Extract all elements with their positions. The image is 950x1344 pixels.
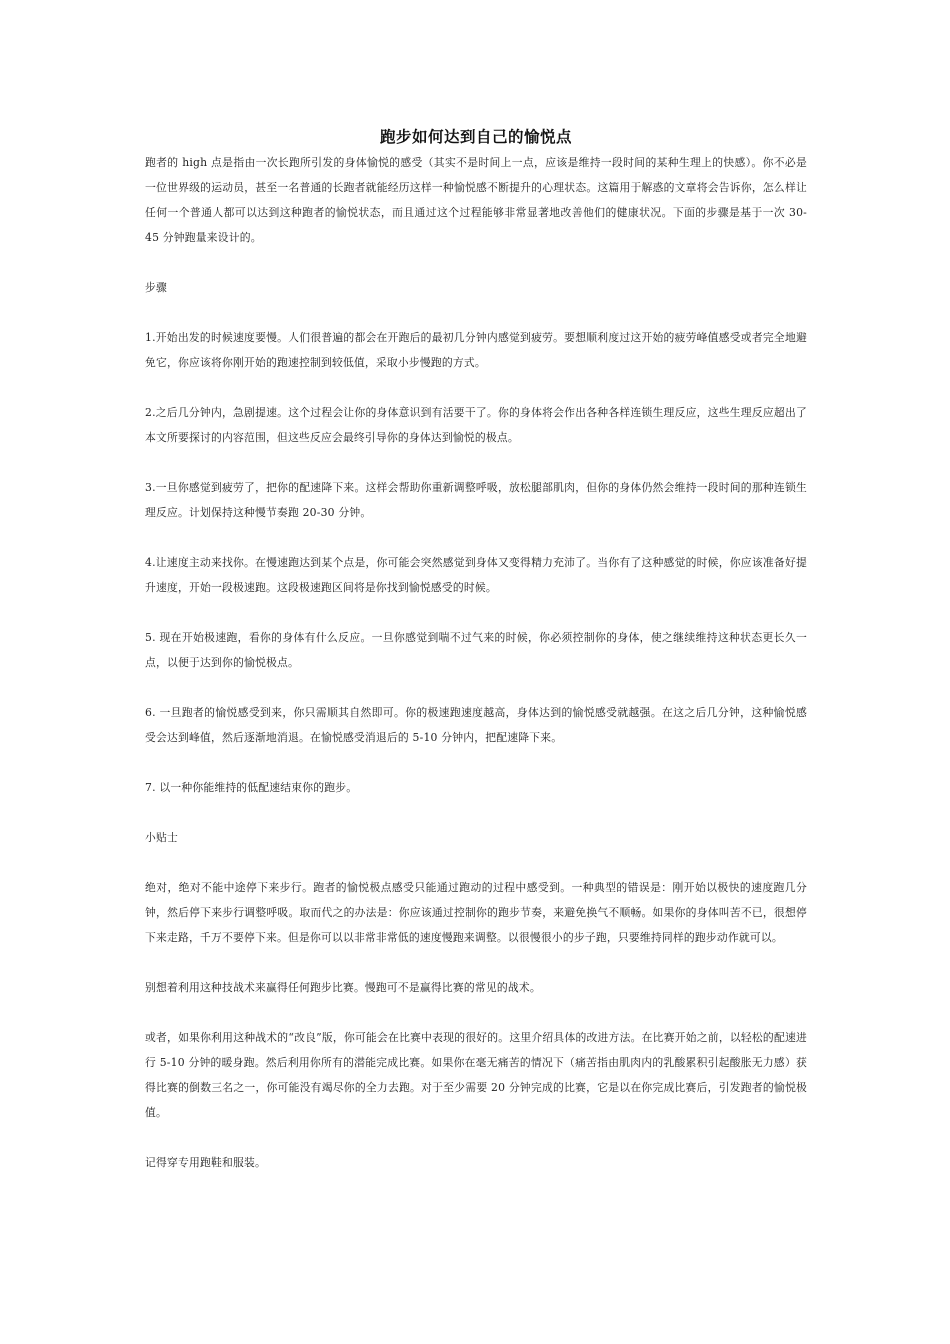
step-6-paragraph: 6. 一旦跑者的愉悦感受到来，你只需顺其自然即可。你的极速跑速度越高，身体达到的愉悦感受就越强。在这之后几分钟，这种愉悦感受会达到峰值，然后逐渐地消退。在愉悦感受消退后的 5-10 分钟内，把配速降下来。 [145,706,807,744]
step-3-paragraph: 3.一旦你感觉到疲劳了，把你的配速降下来。这样会帮助你重新调整呼吸，放松腿部肌肉，但你的身体仍然会维持一段时间的那种连锁生理反应。计划保持这种慢节奏跑 20-30 分钟。 [145,481,807,519]
tips-heading: 小贴士 [145,831,178,844]
step-7-paragraph: 7. 以一种你能维持的低配速结束你的跑步。 [145,781,358,794]
tip-4-paragraph: 记得穿专用跑鞋和服装。 [145,1156,266,1169]
tip-1-paragraph: 绝对，绝对不能中途停下来步行。跑者的愉悦极点感受只能通过跑动的过程中感受到。一种典型的错误是：刚开始以极快的速度跑几分钟，然后停下来步行调整呼吸。取而代之的办法是：你应该通过控制你的跑步节奏，来避免换气不顺畅。如果你的身体叫苦不已，很想停下来走路，千万不要停下来。但是你可以以非常非常低的速度慢跑来调整。以很慢很小的步子跑，只要维持同样的跑步动作就可以。 [145,881,807,944]
intro-paragraph: 跑者的 high 点是指由一次长跑所引发的身体愉悦的感受（其实不是时间上一点，应该是维持一段时间的某种生理上的快感）。你不必是一位世界级的运动员，甚至一名普通的长跑者就能经历这样一种愉悦感不断提升的心理状态。这篇用于解惑的文章将会告诉你，怎么样让任何一个普通人都可以达到这种跑者的愉悦状态，而且通过这个过程能够非常显著地改善他们的健康状况。下面的步骤是基于一次 30-45 分钟跑量来设计的。 [145,156,807,244]
step-1-paragraph: 1.开始出发的时候速度要慢。人们很普遍的都会在开跑后的最初几分钟内感觉到疲劳。要想顺利度过这开始的疲劳峰值感受或者完全地避免它，你应该将你刚开始的跑速控制到较低值，采取小步慢跑的方式。 [145,331,807,369]
tip-2-paragraph: 别想着利用这种技战术来赢得任何跑步比赛。慢跑可不是赢得比赛的常见的战术。 [145,981,541,994]
document-title: 跑步如何达到自己的愉悦点 [379,128,572,146]
tip-3-paragraph: 或者，如果你利用这种战术的“改良”版，你可能会在比赛中表现的很好的。这里介绍具体的改进方法。在比赛开始之前，以轻松的配速进行 5-10 分钟的暖身跑。然后利用你所有的潜能完成比赛。如果你在毫无痛苦的情况下（痛苦指由肌肉内的乳酸累积引起酸胀无力感）获得比赛的倒数三名之一，你可能没有竭尽你的全力去跑。对于至少需要 20 分钟完成的比赛，它是以在你完成比赛后，引发跑者的愉悦极值。 [145,1031,807,1119]
steps-heading: 步骤 [145,281,167,294]
step-5-paragraph: 5. 现在开始极速跑，看你的身体有什么反应。一旦你感觉到喘不过气来的时候，你必须控制你的身体，使之继续维持这种状态更长久一点，以便于达到你的愉悦极点。 [145,631,807,669]
step-2-paragraph: 2.之后几分钟内，急剧提速。这个过程会让你的身体意识到有活要干了。你的身体将会作出各种各样连锁生理反应，这些生理反应超出了本文所要探讨的内容范围，但这些反应会最终引导你的身体达到愉悦的极点。 [145,406,807,444]
step-4-paragraph: 4.让速度主动来找你。在慢速跑达到某个点是，你可能会突然感觉到身体又变得精力充沛了。当你有了这种感觉的时候，你应该准备好提升速度，开始一段极速跑。这段极速跑区间将是你找到愉悦感受的时候。 [145,556,807,594]
document-body [145,126,807,1200]
